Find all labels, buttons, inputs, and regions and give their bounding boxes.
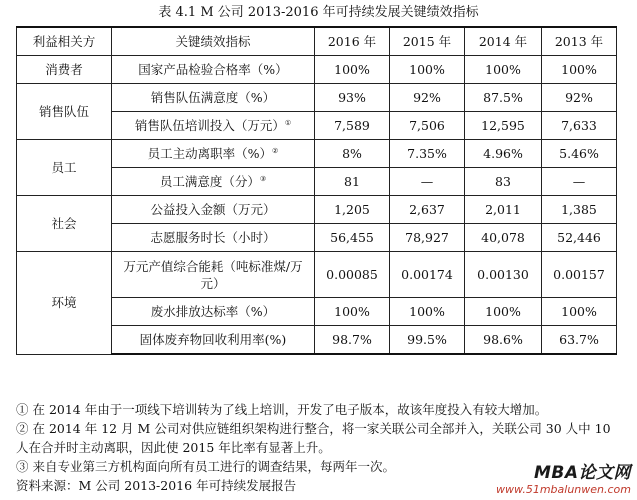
value-cell: 4.96% <box>465 140 542 168</box>
value-cell: 0.00130 <box>465 252 542 298</box>
value-cell: 100% <box>542 298 617 326</box>
value-cell: 1,385 <box>542 196 617 224</box>
footnote: ① 在 2014 年由于一项线下培训转为了线上培训，开发了电子版本，故该年度投入有较大增加。 <box>16 402 548 417</box>
value-cell: 78,927 <box>390 224 465 252</box>
table-caption: 表 4.1 M 公司 2013-2016 年可持续发展关键绩效指标 <box>158 5 479 20</box>
value-cell: 2,637 <box>390 196 465 224</box>
value-cell: 87.5% <box>465 84 542 112</box>
value-cell: 98.6% <box>465 326 542 355</box>
watermark-brand: MBA论文网 <box>533 463 631 483</box>
value-cell: 7,633 <box>542 112 617 140</box>
indicator-label: 国家产品检验合格率（%） <box>138 62 288 77</box>
value-cell: 100% <box>465 56 542 84</box>
value-cell: 0.00085 <box>315 252 390 298</box>
value-cell: — <box>542 168 617 196</box>
value-cell: 7.35% <box>390 140 465 168</box>
value-cell: 63.7% <box>542 326 617 355</box>
value-cell: 100% <box>465 298 542 326</box>
stakeholder-cell: 员工 <box>17 140 112 196</box>
column-header: 2016 年 <box>315 27 390 56</box>
value-cell: 92% <box>390 84 465 112</box>
header-row <box>17 27 617 56</box>
value-cell: 0.00174 <box>390 252 465 298</box>
value-cell: 99.5% <box>390 326 465 355</box>
column-header: 关键绩效指标 <box>112 27 315 56</box>
value-cell: 7,506 <box>390 112 465 140</box>
column-header: 利益相关方 <box>17 27 112 56</box>
indicator-cell <box>112 326 315 355</box>
table-row <box>17 84 617 112</box>
indicator-cell <box>112 252 315 298</box>
stakeholder-cell: 环境 <box>17 252 112 355</box>
indicator-cell <box>112 140 315 168</box>
table-row <box>17 140 617 168</box>
value-cell: 40,078 <box>465 224 542 252</box>
footnote: ② 在 2014 年 12 月 M 公司对供应链组织架构进行整合，将一家关联公司全部并入，关联公司 30 人中 10 人在合并时主动离职，因此使 2015 年比率有显著上升。 <box>16 421 611 455</box>
value-cell: 5.46% <box>542 140 617 168</box>
value-cell: 83 <box>465 168 542 196</box>
indicator-cell <box>112 168 315 196</box>
value-cell: 1,205 <box>315 196 390 224</box>
indicator-label: 员工主动离职率（%） <box>147 146 273 161</box>
watermark-url: www.51mbalunwen.com <box>496 483 631 496</box>
table-row <box>17 252 617 298</box>
column-header: 2015 年 <box>390 27 465 56</box>
value-cell: 0.00157 <box>542 252 617 298</box>
table-row <box>17 196 617 224</box>
watermark <box>496 458 631 496</box>
kpi-table <box>16 26 617 355</box>
indicator-cell <box>112 224 315 252</box>
indicator-label: 志愿服务时长（小时） <box>150 230 276 245</box>
value-cell: 2,011 <box>465 196 542 224</box>
column-header: 2013 年 <box>542 27 617 56</box>
table-row <box>17 56 617 84</box>
stakeholder-cell: 销售队伍 <box>17 84 112 140</box>
value-cell: 93% <box>315 84 390 112</box>
stakeholder-cell: 社会 <box>17 196 112 252</box>
value-cell: — <box>390 168 465 196</box>
value-cell: 100% <box>390 56 465 84</box>
indicator-label: 万元产值综合能耗（吨标准煤/万元） <box>123 258 303 291</box>
indicator-cell <box>112 56 315 84</box>
indicator-cell <box>112 298 315 326</box>
value-cell: 8% <box>315 140 390 168</box>
indicator-cell <box>112 84 315 112</box>
value-cell: 52,446 <box>542 224 617 252</box>
value-cell: 100% <box>315 298 390 326</box>
footnote-marker: ② <box>272 146 279 155</box>
value-cell: 92% <box>542 84 617 112</box>
indicator-label: 员工满意度（分） <box>159 174 260 189</box>
indicator-cell <box>112 196 315 224</box>
indicator-label: 销售队伍培训投入（万元） <box>134 118 285 133</box>
value-cell: 7,589 <box>315 112 390 140</box>
value-cell: 100% <box>390 298 465 326</box>
indicator-label: 销售队伍满意度（%） <box>150 90 276 105</box>
value-cell: 12,595 <box>465 112 542 140</box>
value-cell: 81 <box>315 168 390 196</box>
indicator-label: 固体废弃物回收利用率(%) <box>139 332 287 347</box>
indicator-label: 废水排放达标率（%） <box>150 304 276 319</box>
footnote-marker: ③ <box>259 174 267 183</box>
value-cell: 100% <box>542 56 617 84</box>
indicator-label: 公益投入金额（万元） <box>150 202 276 217</box>
source-note: 资料来源：M 公司 2013-2016 年可持续发展报告 <box>16 478 297 493</box>
stakeholder-cell: 消费者 <box>17 56 112 84</box>
value-cell: 56,455 <box>315 224 390 252</box>
column-header: 2014 年 <box>465 27 542 56</box>
footnote: ③ 来自专业第三方机构面向所有员工进行的调查结果，每两年一次。 <box>16 459 395 474</box>
value-cell: 98.7% <box>315 326 390 355</box>
footnote-marker: ① <box>284 118 292 127</box>
value-cell: 100% <box>315 56 390 84</box>
indicator-cell <box>112 112 315 140</box>
